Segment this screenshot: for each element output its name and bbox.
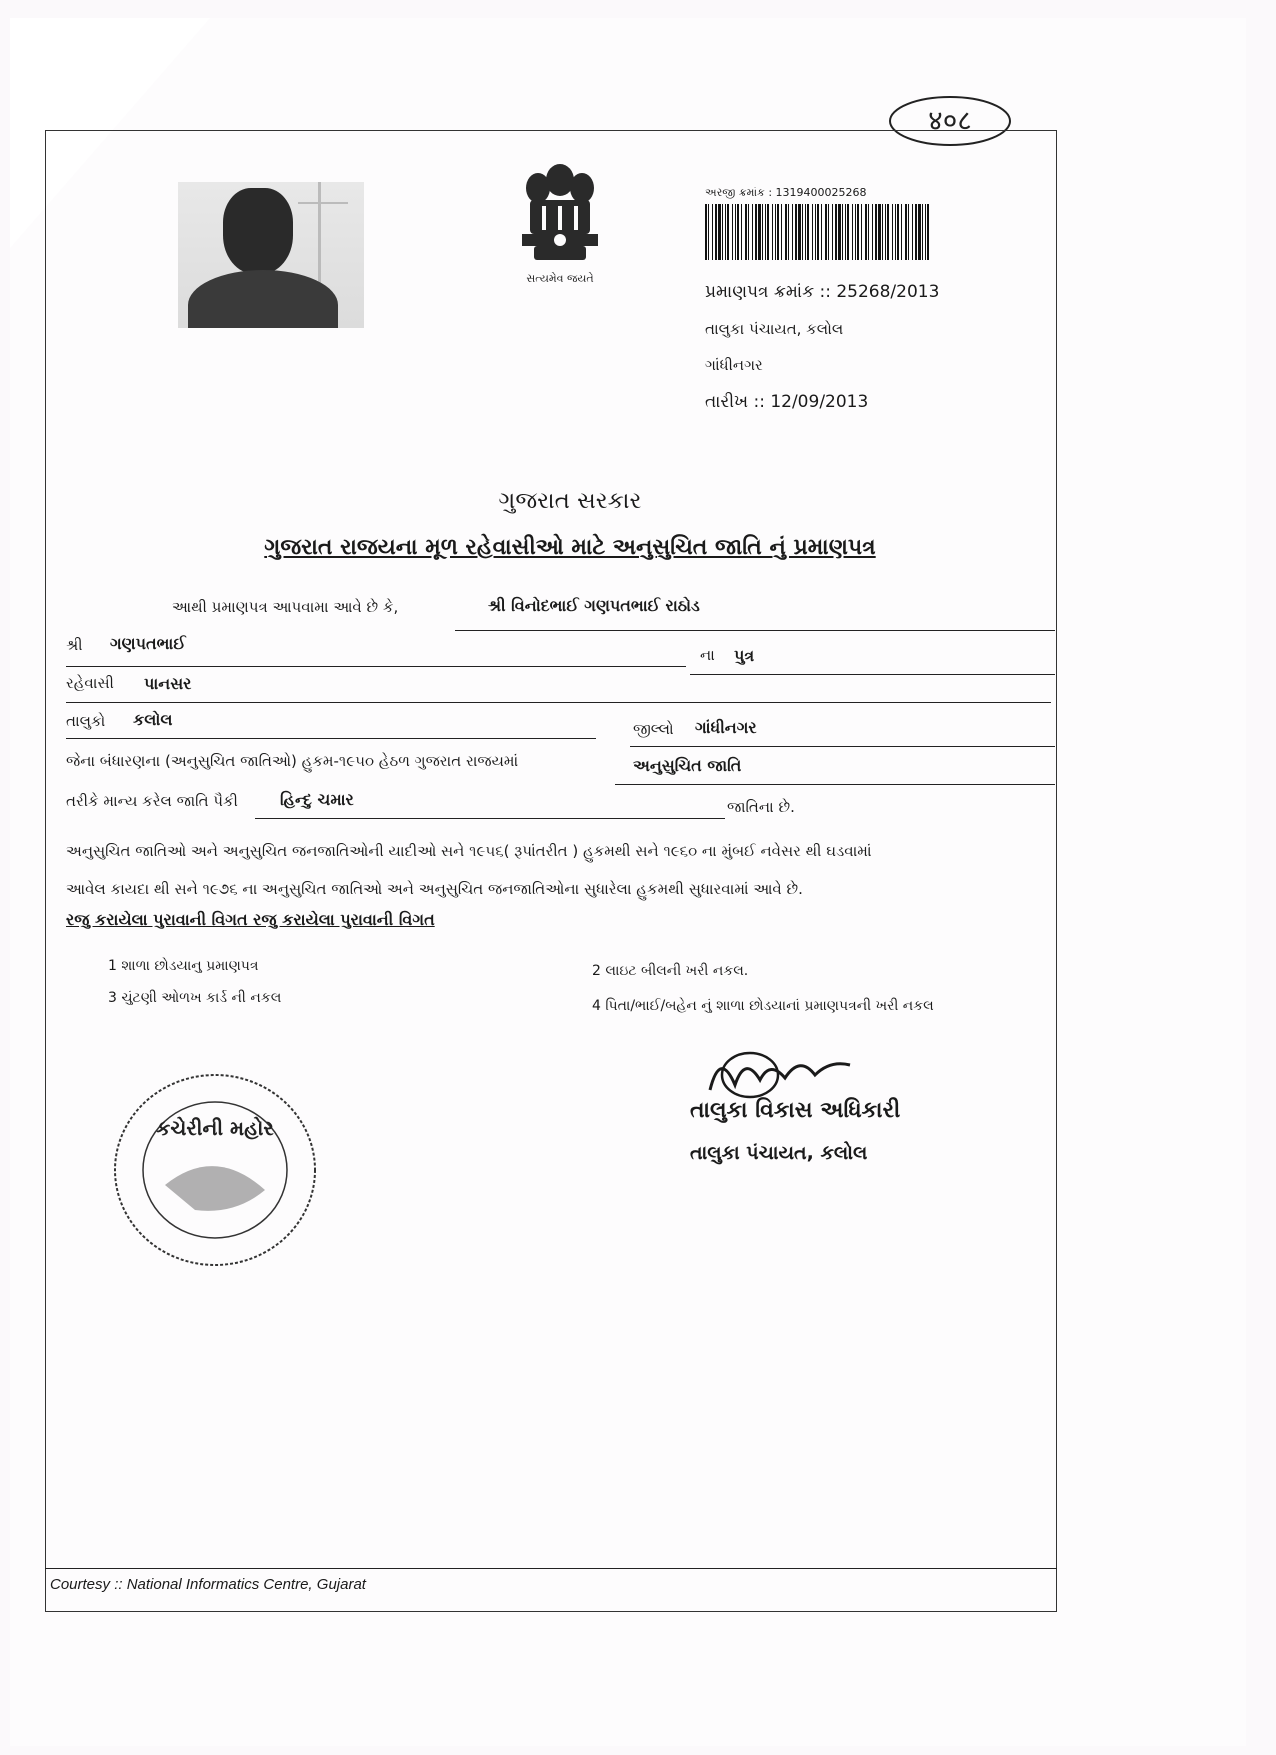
caste-suffix: જાતિના છે. [727, 798, 795, 816]
certificate-title: ગુજરાત રાજયના મૂળ રહેવાસીઓ માટે અનુસુચિત જાતિ નું પ્રમાણપત્ર [264, 535, 876, 560]
district: ગાંધીનગર [695, 718, 757, 737]
father-underline [66, 666, 686, 667]
taluka-underline [66, 738, 596, 739]
emblem-caption: સત્યમેવ જયતે [526, 272, 594, 285]
father-name: ગણપતભાઈ [110, 634, 186, 653]
evidence-item-3: 3 ચુંટણી ઓળખ કાર્ડ ની નકલ [108, 990, 282, 1006]
office-line-1: તાલુકા પંચાયત, કલોલ [705, 320, 844, 338]
father-label: શ્રી [66, 636, 83, 654]
government-heading: ગુજરાત સરકાર [498, 488, 642, 514]
note-line-2: આવેલ કાયદા થી સને ૧૯૭૬ ના અનુસુચિત જાતિઓ અને અનુસુચિત જનજાતિઓના સુધારેલા હુકમથી સુધારવામાં આવે છે. [66, 880, 803, 898]
intro-label: આથી પ્રમાણપત્ર આપવામા આવે છે કે, [172, 598, 399, 616]
district-underline [630, 746, 1055, 747]
handwritten-number: ४०८ [928, 104, 972, 137]
village-underline [66, 702, 1051, 703]
evidence-heading: રજુ કરાયેલા પુરાવાની વિગત રજુ કરાયેલા પુરાવાની વિગત [66, 910, 435, 929]
category: અનુસુચિત જાતિ [633, 756, 742, 775]
office-line-2: ગાંધીનગર [705, 356, 763, 374]
caste: હિન્દુ ચમાર [280, 790, 354, 809]
national-emblem-icon [510, 158, 610, 268]
footer-rule [45, 1568, 1057, 1569]
relation: પુત્ર [734, 646, 755, 665]
son-of-label: ના [700, 646, 715, 664]
taluka-label: તાલુકો [66, 712, 106, 730]
category-underline [615, 784, 1055, 785]
order-text: જેના બંધારણના (અનુસુચિત જાતિઓ) હુકમ-૧૯૫૦ હેઠળ ગુજરાત રાજયમાં [66, 752, 519, 770]
officer-office: તાલુકા પંચાયત, કલોલ [690, 1142, 868, 1164]
taluka: કલોલ [133, 710, 173, 729]
evidence-item-1: 1 શાળા છોડયાનુ પ્રમાણપત્ર [108, 958, 259, 974]
district-label: જીલ્લો [633, 720, 674, 738]
footer-courtesy: Courtesy :: National Informatics Centre, Gujarat [50, 1576, 366, 1593]
applicant-name: શ્રી વિનોદભાઈ ગણપતભાઈ રાઠોડ [488, 596, 700, 615]
caste-underline [255, 818, 725, 819]
village: પાનસર [144, 674, 192, 693]
evidence-item-4: 4 પિતા/ભાઈ/બહેન નું શાળા છોડયાનાં પ્રમાણપત્રની ખરી નકલ [592, 998, 934, 1014]
name-underline [455, 630, 1055, 631]
evidence-item-2: 2 લાઇટ બીલની ખરી નકલ. [592, 963, 749, 979]
note-line-1: અનુસુચિત જાતિઓ અને અનુસુચિત જનજાતિઓની યાદીઓ સને ૧૯૫૬( રૂપાંતરીત ) હુકમથી સને ૧૯૬૦ ના મુંબઈ નવેસર થી ઘડવામાં [66, 842, 872, 860]
certificate-number: પ્રમાણપત્ર ક્રમાંક :: 25268/2013 [705, 282, 940, 302]
resident-label: રહેવાસી [66, 674, 114, 692]
seal-text: કચેરીની મહોર [156, 1116, 274, 1140]
date-line: તારીખ :: 12/09/2013 [705, 392, 869, 412]
officer-title: તાલુકા વિકાસ અધિકારી [690, 1098, 901, 1123]
certificate-frame [45, 130, 1057, 1612]
barcode-icon [705, 204, 930, 260]
recognized-label: તરીકે માન્ય કરેલ જાતિ પૈકી [66, 792, 238, 810]
applicant-photo [178, 182, 364, 328]
relation-underline [690, 674, 1055, 675]
application-number: અરજી ક્રમાંક : 1319400025268 [705, 186, 867, 199]
office-seal [105, 1065, 325, 1275]
